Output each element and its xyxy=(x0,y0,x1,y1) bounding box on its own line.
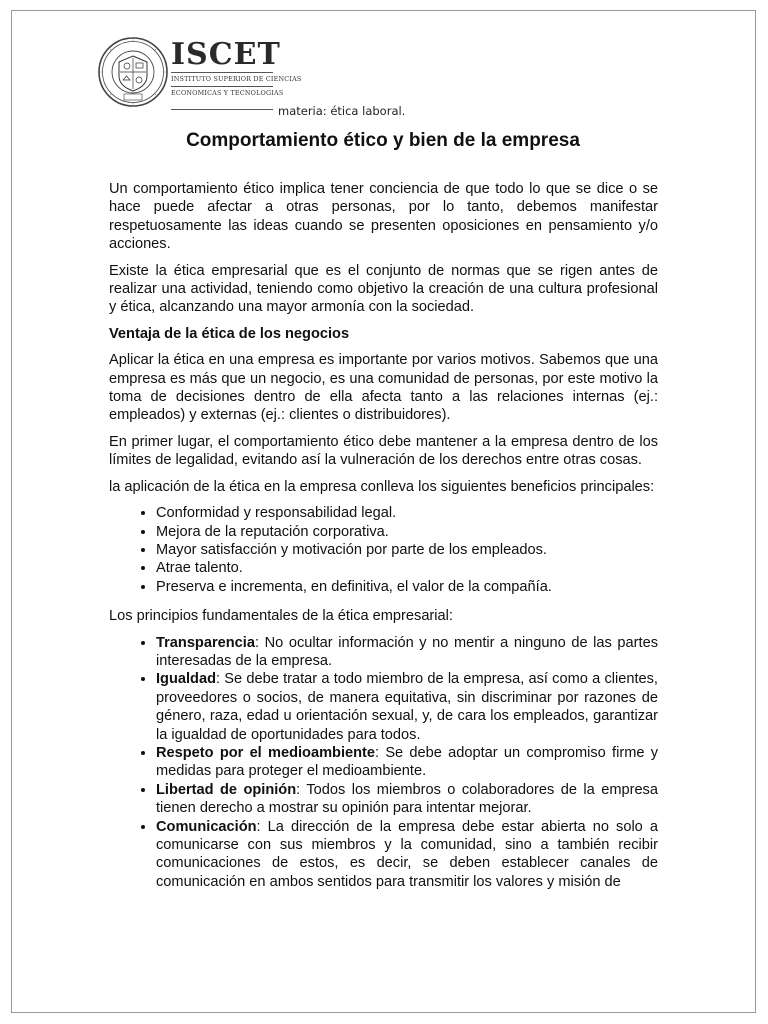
paragraph-principles-intro: Los principios fundamentales de la ética empresarial: xyxy=(109,608,453,625)
principle-text: : Se debe tratar a todo miembro de la empresa, así como a clientes, proveedores o socios, de manera equitativa, sin discriminar por razones de género, raza, edad u orientación sexual, y, de cara los empleados, garantizar la igualdad de oportunidades para todos. xyxy=(156,671,658,743)
section-heading: Ventaja de la ética de los negocios xyxy=(109,325,350,342)
principles-list xyxy=(109,634,658,892)
principle-term: Comunicación xyxy=(156,818,257,835)
paragraph-business-ethics: Existe la ética empresarial que es el conjunto de normas que se rigen antes de realizar una actividad, teniendo como objetivo la creación de una cultura profesional y ética, alcanzando una mayor armonía con la sociedad. xyxy=(109,262,658,316)
principle-text: : Se debe adoptar un compromiso firme y medidas para proteger el medioambiente. xyxy=(156,744,659,780)
paragraph-benefits-intro: la aplicación de la ética en la empresa conlleva los siguientes beneficios principales: xyxy=(109,478,655,495)
principle-term: Transparencia xyxy=(156,634,255,651)
brand-subtitle-1: INSTITUTO SUPERIOR DE CIENCIAS xyxy=(171,75,302,83)
brand-divider xyxy=(171,109,273,110)
brand-subtitle-2: ECONOMICAS Y TECNOLOGIAS xyxy=(171,89,284,97)
brand-divider xyxy=(171,86,273,87)
principle-term: Libertad de opinión xyxy=(156,781,297,798)
list-item: • Conformidad y responsabilidad legal. xyxy=(156,504,658,522)
list-item xyxy=(156,670,658,744)
principle-term: Igualdad xyxy=(156,671,216,688)
principle-term: Respeto por el medioambiente xyxy=(156,744,376,761)
list-item xyxy=(156,781,658,818)
list-item xyxy=(156,634,658,671)
brand-divider xyxy=(171,72,273,73)
paragraph-importance: Aplicar la ética en una empresa es importante por varios motivos. Sabemos que una empresa es más que un negocio, es una comunidad de personas, por este motivo la toma de decisiones dentro de ella afecta tanto a las relaciones internas (ej.: empleados) y externas (ej.: clientes o distribuidores). xyxy=(109,352,658,424)
document-title: Comportamiento ético y bien de la empresa xyxy=(186,130,580,151)
course-subject: materia: ética laboral. xyxy=(278,104,406,118)
benefits-list xyxy=(109,504,658,596)
document-body xyxy=(109,180,658,902)
list-item: • Preserva e incrementa, en definitiva, el valor de la compañía. xyxy=(156,578,658,596)
list-item: • Mejora de la reputación corporativa. xyxy=(156,523,658,541)
paragraph-intro: Un comportamiento ético implica tener conciencia de que todo lo que se dice o se hace puede afectar a otras personas, por lo tanto, debemos manifestar respetuosamente las ideas cuando se presenten oposiciones en pensamiento y/o acciones. xyxy=(109,181,658,253)
list-item: • Mayor satisfacción y motivación por parte de los empleados. xyxy=(156,541,658,559)
principle-text: : Todos los miembros o colaboradores de la empresa tienen derecho a mostrar su opinión para intentar mejorar. xyxy=(156,781,658,817)
institution-seal-logo xyxy=(97,36,169,108)
brand-name: ISCET xyxy=(171,37,281,72)
principle-text: : No ocultar información y no mentir a ninguno de las partes interesadas de la empresa. xyxy=(156,634,658,669)
document-header xyxy=(97,36,537,118)
paragraph-legality: En primer lugar, el comportamiento ético debe mantener a la empresa dentro de los límites de legalidad, evitando así la vulneración de los derechos entre otras cosas. xyxy=(109,433,658,469)
list-item xyxy=(156,744,658,781)
list-item: • Atrae talento. xyxy=(156,559,658,577)
list-item xyxy=(156,818,658,892)
principle-text: : La dirección de la empresa debe estar abierta no solo a comunicarse con sus miembros y la comunidad, sino a también recibir comunicaciones de estos, es decir, se deben establecer canales de comunicación en ambos sentidos para transmitir los valores y misión de xyxy=(156,818,658,890)
